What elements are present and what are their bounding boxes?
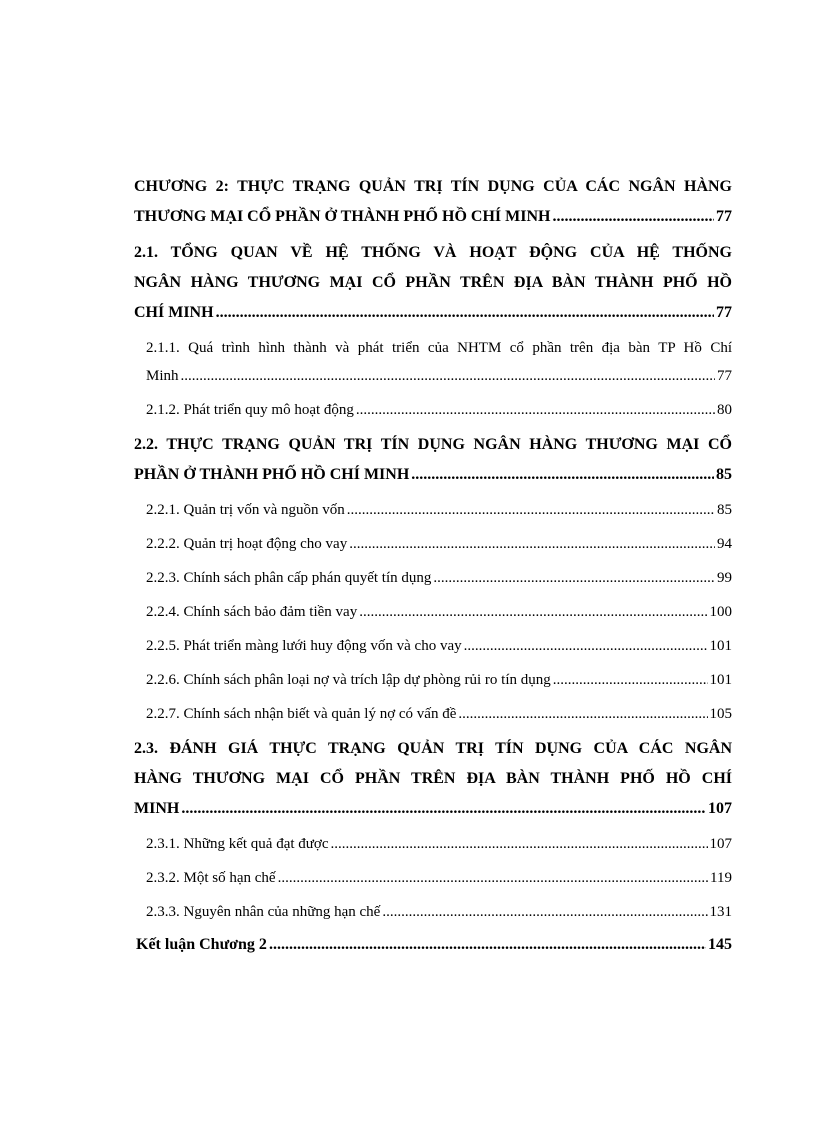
leader-dots [411, 460, 714, 490]
table-of-contents [134, 172, 732, 960]
toc-entry-line [146, 564, 732, 592]
toc-entry-line [134, 794, 732, 824]
toc-entry-2-3-2[interactable] [134, 864, 732, 892]
toc-entry-2-3[interactable] [134, 734, 732, 824]
toc-entry-line [146, 700, 732, 728]
toc-entry-2-1-1[interactable] [134, 334, 732, 390]
toc-entry-line [146, 830, 732, 858]
toc-entry-text: 2.2.5. Phát triển màng lưới huy động vốn và cho vay [146, 638, 462, 654]
toc-entry-text: 2.2.2. Quản trị hoạt động cho vay [146, 536, 348, 552]
toc-entry-2-1[interactable] [134, 238, 732, 328]
toc-entry-text: 2.1. TỔNG QUAN VỀ HỆ THỐNG VÀ HOẠT ĐỘNG CỦA HỆ THỐNG [134, 244, 732, 261]
toc-entry-text: 2.2.4. Chính sách bảo đảm tiền vay [146, 604, 358, 620]
leader-dots [216, 298, 714, 328]
page-number: 131 [709, 904, 732, 920]
toc-entry-line [146, 666, 732, 694]
page-number: 101 [709, 638, 732, 654]
toc-entry-text: HÀNG THƯƠNG MẠI CỔ PHẦN TRÊN ĐỊA BÀN THÀNH PHỐ HỒ CHÍ [134, 770, 732, 787]
toc-entry-line [146, 362, 732, 390]
leader-dots [356, 396, 715, 424]
toc-entry-line [146, 898, 732, 926]
page-number: 107 [708, 800, 732, 817]
page-number: 100 [709, 604, 732, 620]
toc-entry-line [146, 496, 732, 524]
toc-entry-text: 2.1.1. Quá trình hình thành và phát triển của NHTM cổ phần trên địa bàn TP Hồ Chí [146, 340, 732, 356]
toc-entry-line [134, 460, 732, 490]
leader-dots [553, 666, 708, 694]
toc-entry-line [134, 298, 732, 328]
leader-dots [269, 930, 706, 960]
page-number: 101 [709, 672, 732, 688]
page-number: 77 [716, 208, 732, 225]
leader-dots [349, 530, 715, 558]
leader-dots [278, 864, 708, 892]
toc-entry-text: 2.1.2. Phát triển quy mô hoạt động [146, 402, 354, 418]
page-number: 85 [717, 502, 732, 518]
toc-entry-text: 2.3. ĐÁNH GIÁ THỰC TRẠNG QUẢN TRỊ TÍN DỤNG CỦA CÁC NGÂN [134, 740, 732, 757]
toc-entry-2-2-3[interactable] [134, 564, 732, 592]
leader-dots [181, 794, 706, 824]
toc-entry-2-2-4[interactable] [134, 598, 732, 626]
page-number: 85 [716, 466, 732, 483]
toc-entry-2-2-1[interactable] [134, 496, 732, 524]
toc-entry-text: 2.2.3. Chính sách phân cấp phán quyết tín dụng [146, 570, 432, 586]
toc-entry-2-2-2[interactable] [134, 530, 732, 558]
toc-entry-text: CHƯƠNG 2: THỰC TRẠNG QUẢN TRỊ TÍN DỤNG CỦA CÁC NGÂN HÀNG [134, 178, 732, 195]
page-number: 145 [708, 936, 732, 953]
toc-entry-text: PHẦN Ở THÀNH PHỐ HỒ CHÍ MINH [134, 466, 410, 483]
leader-dots [458, 700, 707, 728]
toc-entry-line [146, 598, 732, 626]
page-number: 94 [717, 536, 732, 552]
toc-entry-text: 2.3.2. Một số hạn chế [146, 870, 276, 886]
toc-entry-line [146, 864, 732, 892]
toc-entry-line [146, 396, 732, 424]
toc-entry-line [136, 930, 732, 960]
toc-entry-chapter-2[interactable] [134, 172, 732, 232]
toc-entry-text: 2.2. THỰC TRẠNG QUẢN TRỊ TÍN DỤNG NGÂN HÀNG THƯƠNG MẠI CỔ [134, 436, 732, 453]
leader-dots [347, 496, 715, 524]
page-number: 107 [709, 836, 732, 852]
toc-entry-2-2-7[interactable] [134, 700, 732, 728]
leader-dots [359, 598, 707, 626]
leader-dots [181, 362, 715, 390]
page-number: 77 [717, 368, 732, 384]
toc-entry-text: 2.3.1. Những kết quả đạt được [146, 836, 329, 852]
page-number: 99 [717, 570, 732, 586]
leader-dots [331, 830, 708, 858]
toc-entry-2-2[interactable] [134, 430, 732, 490]
toc-entry-2-3-3[interactable] [134, 898, 732, 926]
toc-entry-text: 2.2.1. Quản trị vốn và nguồn vốn [146, 502, 345, 518]
leader-dots [433, 564, 715, 592]
toc-entry-text: Kết luận Chương 2 [136, 936, 267, 953]
toc-entry-line [146, 530, 732, 558]
toc-entry-2-2-5[interactable] [134, 632, 732, 660]
page-number: 80 [717, 402, 732, 418]
page-number: 77 [716, 304, 732, 321]
toc-entry-text: CHÍ MINH [134, 304, 214, 321]
toc-entry-conclusion[interactable] [136, 930, 732, 960]
toc-entry-text: THƯƠNG MẠI CỔ PHẦN Ở THÀNH PHỐ HỒ CHÍ MINH [134, 208, 551, 225]
toc-entry-2-1-2[interactable] [134, 396, 732, 424]
toc-entry-text: 2.2.6. Chính sách phân loại nợ và trích lập dự phòng rủi ro tín dụng [146, 672, 551, 688]
toc-entry-text: MINH [134, 800, 180, 817]
toc-entry-2-3-1[interactable] [134, 830, 732, 858]
toc-entry-text: 2.2.7. Chính sách nhận biết và quản lý nợ có vấn đề [146, 706, 457, 722]
toc-entry-text: NGÂN HÀNG THƯƠNG MẠI CỔ PHẦN TRÊN ĐỊA BÀN THÀNH PHỐ HỒ [134, 274, 732, 291]
page-number: 105 [709, 706, 732, 722]
toc-entry-line [146, 632, 732, 660]
toc-entry-2-2-6[interactable] [134, 666, 732, 694]
leader-dots [382, 898, 707, 926]
page-number: 119 [710, 870, 732, 886]
toc-entry-text: 2.3.3. Nguyên nhân của những hạn chế [146, 904, 381, 920]
leader-dots [552, 202, 714, 232]
toc-entry-text: Minh [146, 368, 179, 384]
leader-dots [464, 632, 708, 660]
toc-entry-line [134, 202, 732, 232]
